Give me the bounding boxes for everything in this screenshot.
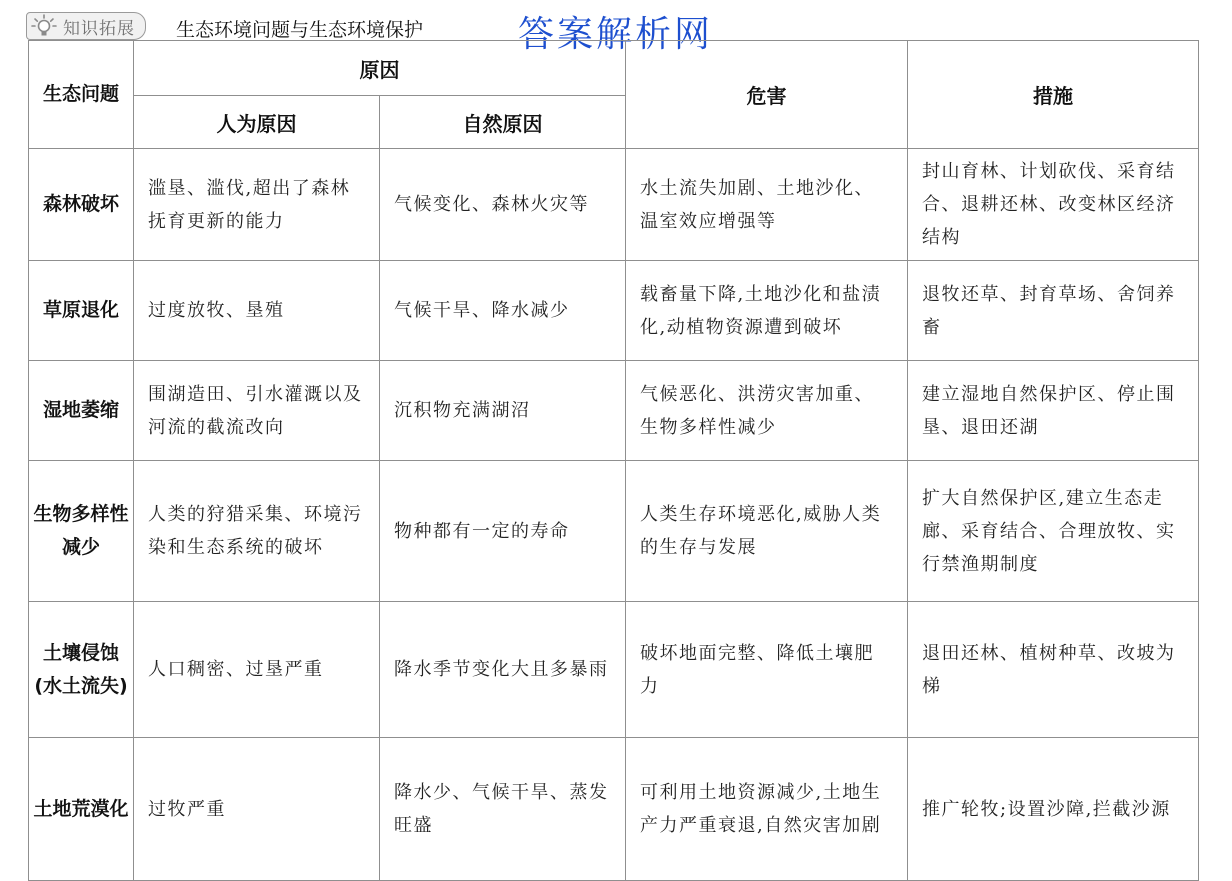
header-cause: 原因 [134,41,626,96]
header-harm: 危害 [626,41,908,149]
badge-label: 知识拓展 [63,18,135,39]
knowledge-badge [26,12,146,40]
harm-cell: 人类生存环境恶化,威胁人类的生存与发展 [626,461,908,602]
measures-cell: 封山育林、计划砍伐、采育结合、退耕还林、改变林区经济结构 [908,149,1199,261]
harm-cell: 破坏地面完整、降低土壤肥力 [626,602,908,738]
human-cause-cell: 滥垦、滥伐,超出了森林抚育更新的能力 [134,149,380,261]
human-cause-cell: 围湖造田、引水灌溉以及河流的截流改向 [134,361,380,461]
watermark: 答案解析网 [518,14,714,55]
header-natural-cause: 自然原因 [380,96,626,149]
issue-cell: 土壤侵蚀(水土流失) [29,602,134,738]
human-cause-cell: 过度放牧、垦殖 [134,261,380,361]
table-row [29,602,1199,738]
natural-cause-cell: 降水季节变化大且多暴雨 [380,602,626,738]
table-row [29,738,1199,881]
lightbulb-icon [31,14,57,38]
harm-cell: 水土流失加剧、土地沙化、温室效应增强等 [626,149,908,261]
natural-cause-cell: 降水少、气候干旱、蒸发旺盛 [380,738,626,881]
measures-cell: 建立湿地自然保护区、停止围垦、退田还湖 [908,361,1199,461]
table-row [29,361,1199,461]
table-row [29,261,1199,361]
header-row [29,41,1199,96]
section-title: 生态环境问题与生态环境保护 [176,19,424,41]
table-row [29,461,1199,602]
section-header [26,8,726,55]
harm-cell: 气候恶化、洪涝灾害加重、生物多样性减少 [626,361,908,461]
harm-cell: 可利用土地资源减少,土地生产力严重衰退,自然灾害加剧 [626,738,908,881]
measures-cell: 退牧还草、封育草场、舍饲养畜 [908,261,1199,361]
natural-cause-cell: 气候变化、森林火灾等 [380,149,626,261]
natural-cause-cell: 沉积物充满湖沼 [380,361,626,461]
issue-cell: 草原退化 [29,261,134,361]
measures-cell: 扩大自然保护区,建立生态走廊、采育结合、合理放牧、实行禁渔期制度 [908,461,1199,602]
human-cause-cell: 过牧严重 [134,738,380,881]
issue-cell: 生物多样性减少 [29,461,134,602]
human-cause-cell: 人类的狩猎采集、环境污染和生态系统的破坏 [134,461,380,602]
ecology-table [28,40,1199,881]
header-measures: 措施 [908,41,1199,149]
natural-cause-cell: 物种都有一定的寿命 [380,461,626,602]
issue-cell: 森林破坏 [29,149,134,261]
measures-cell: 推广轮牧;设置沙障,拦截沙源 [908,738,1199,881]
natural-cause-cell: 气候干旱、降水减少 [380,261,626,361]
table-row [29,149,1199,261]
human-cause-cell: 人口稠密、过垦严重 [134,602,380,738]
header-issue: 生态问题 [29,41,134,149]
issue-cell: 湿地萎缩 [29,361,134,461]
header-human-cause: 人为原因 [134,96,380,149]
harm-cell: 载畜量下降,土地沙化和盐渍化,动植物资源遭到破坏 [626,261,908,361]
issue-cell: 土地荒漠化 [29,738,134,881]
measures-cell: 退田还林、植树种草、改坡为梯 [908,602,1199,738]
